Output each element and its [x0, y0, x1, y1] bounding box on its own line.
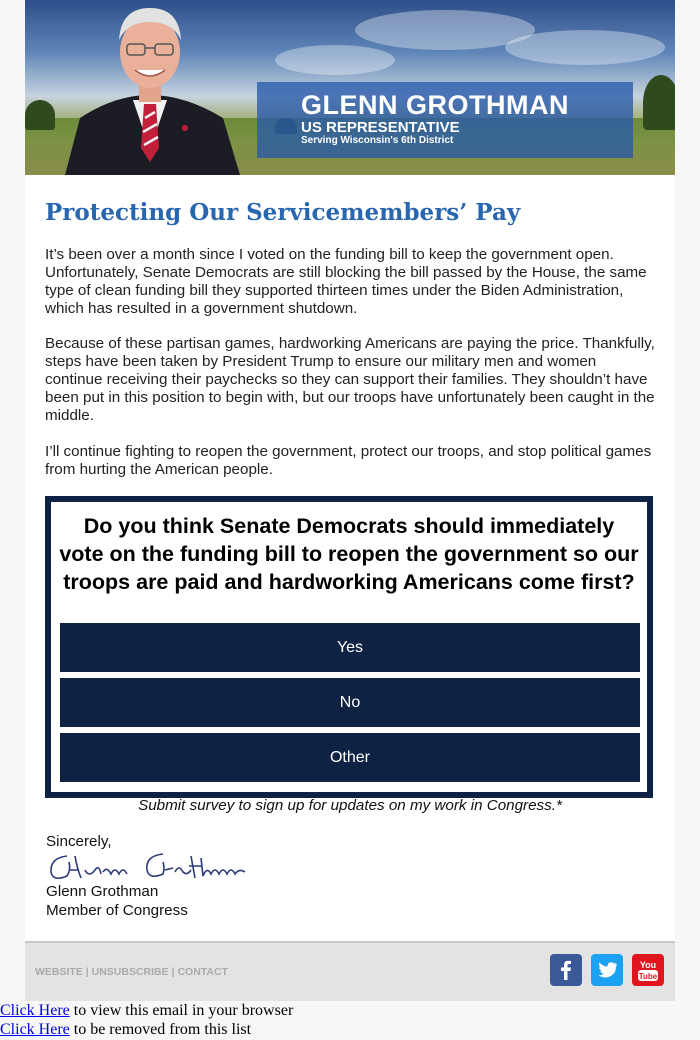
survey-option-yes[interactable]: Yes: [60, 623, 640, 672]
twitter-icon[interactable]: [591, 954, 623, 986]
header-banner: [25, 0, 675, 175]
survey-question: Do you think Senate Democrats should immediately vote on the funding bill to reopen the government so our troops are paid and hardworking Americans come first?: [59, 514, 639, 594]
representative-title: US REPRESENTATIVE: [301, 119, 460, 136]
footer-link-website[interactable]: WEBSITE: [35, 966, 83, 978]
article-headline: Protecting Our Servicemembers’ Pay: [45, 199, 521, 226]
signer-title: Member of Congress: [46, 902, 188, 919]
name-plate: [257, 82, 633, 158]
remove-from-list-line: [0, 1021, 251, 1039]
survey-option-other[interactable]: Other: [60, 733, 640, 782]
survey-box: [45, 496, 653, 798]
footer-link-contact[interactable]: CONTACT: [177, 966, 228, 978]
representative-photo: [55, 0, 245, 175]
footer-link-unsubscribe[interactable]: UNSUBSCRIBE: [91, 966, 169, 978]
signer-name: Glenn Grothman: [46, 883, 159, 900]
article-paragraph-1: It’s been over a month since I voted on the funding bill to keep the government open. Unfortunately, Senate Democrats are still blocking the bill passed by the House, the same type of clean funding bill they supported thirteen times under the Biden Administration, which has resulted in a government shutdown.: [45, 246, 647, 317]
email-container: [25, 0, 675, 1000]
footer-separator: |: [171, 966, 175, 978]
signature-image: [45, 848, 250, 886]
svg-text:You: You: [639, 960, 657, 970]
representative-district: Serving Wisconsin's 6th District: [301, 135, 454, 146]
closing: Sincerely,: [46, 833, 112, 850]
footer-separator: |: [85, 966, 89, 978]
view-in-browser-line: [0, 1002, 293, 1020]
email-footer: [25, 941, 675, 1001]
article-paragraph-2: Because of these partisan games, hardworking Americans are paying the price. Thankfully, steps have been taken by President Trump to ensure our military men and women continue receiving their paychecks so they can support their families. They shouldn’t have been put in this position to begin with, but our troops have unfortunately been caught in the middle.: [45, 335, 655, 424]
facebook-icon[interactable]: [550, 954, 582, 986]
svg-text:Tube: Tube: [638, 972, 658, 981]
survey-disclaimer: Submit survey to sign up for updates on my work in Congress.*: [138, 797, 562, 814]
youtube-icon[interactable]: [632, 954, 664, 986]
representative-name: GLENN GROTHMAN: [301, 90, 569, 120]
remove-from-list-link[interactable]: Click Here: [0, 1021, 70, 1038]
article-paragraph-3: I’ll continue fighting to reopen the government, protect our troops, and stop political games from hurting the American people.: [45, 443, 652, 478]
view-in-browser-link[interactable]: Click Here: [0, 1002, 70, 1019]
remove-from-list-text: to be removed from this list: [69, 1021, 252, 1038]
footer-links: [35, 966, 228, 978]
survey-option-no[interactable]: No: [60, 678, 640, 727]
view-in-browser-text: to view this email in your browser: [69, 1002, 294, 1019]
